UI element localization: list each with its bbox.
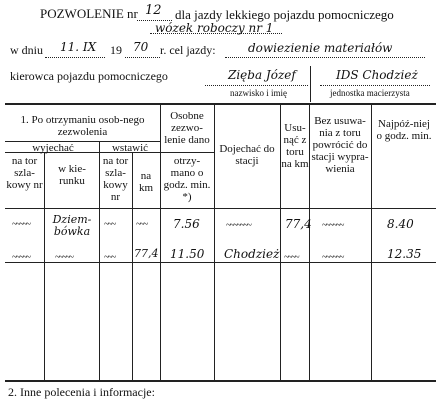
driver-label: kierowca pojazdu pomocniczego <box>10 69 168 83</box>
section1-header: 1. Po otrzymaniu osob-nego zezwolenia <box>20 114 145 138</box>
row2-dash-w-kierunku: ~~~~~ <box>55 252 73 263</box>
col-na-tor-header-1: na tor szla-kowy nr <box>6 155 43 191</box>
col-divider-1 <box>44 152 45 380</box>
driver-name: Zięba Józef <box>228 68 296 82</box>
year-field-line <box>125 57 160 58</box>
col-bez-header: Bez usuwa-nia z toru powrócić do stacji wypra-wienia <box>311 115 369 175</box>
row2-dash-na-tor-1: ~~~~~ <box>12 252 30 263</box>
row2-dojechac: Chodzież <box>224 247 280 261</box>
col-divider-5 <box>214 105 215 380</box>
col-dojechac-header: Dojechać do stacji <box>219 143 275 167</box>
date-prefix: w dniu <box>10 43 43 57</box>
row1-dash-bez: ~~~~~~ <box>322 220 343 231</box>
purpose-prefix: r. cel jazdy: <box>160 43 216 57</box>
col-na-tor-header-2: na tor szla-kowy nr <box>102 155 129 203</box>
col-w-kierunku-header: w kie-runku <box>58 163 86 187</box>
col-osobne-header-bottom: otrzy-mano o godz. min. *) <box>163 155 211 203</box>
driver-field-line <box>205 85 308 86</box>
col-divider-8 <box>371 105 372 380</box>
table-bottom-border <box>5 380 436 382</box>
title-prefix: POZWOLENIE nr <box>40 6 138 21</box>
row2-dash-usunac: ~~~~ <box>284 252 298 263</box>
row1-dash-dojechac: ~~~~~~~ <box>226 220 250 231</box>
row2-dash-na-tor-2: ~~~ <box>104 252 115 263</box>
vehicle-name: wózek roboczy nr 1 <box>155 21 274 35</box>
unit-caption: jednostka macierzysta <box>330 88 410 98</box>
header-divider <box>310 66 311 102</box>
date-field-line <box>45 57 105 58</box>
driver-caption: nazwisko i imię <box>230 88 287 98</box>
permit-number: 12 <box>145 3 162 18</box>
date-day-month: 11. IX <box>60 40 97 54</box>
col-divider-3 <box>132 152 133 380</box>
purpose-value: dowiezienie materiałów <box>248 41 393 55</box>
osobne-divider <box>160 152 214 153</box>
col-usunac-header: Usu-nąć z toru na km <box>281 122 309 170</box>
row1-dash-na-km: ~~~ <box>136 219 147 230</box>
col-divider-7 <box>309 105 310 380</box>
row1-usunac-km: 77,4 <box>285 217 312 231</box>
col-najpozniej-header: Najpóź-niej o godz. min. <box>376 118 432 142</box>
row1-osobne-time: 7.56 <box>173 217 200 231</box>
unit-field-line <box>320 85 430 86</box>
title-suffix: dla jazdy lekkiego pojazdu pomocniczego <box>175 7 394 22</box>
wstawic-header: wstawić <box>111 142 149 154</box>
year-value: 70 <box>133 40 149 54</box>
row1-w-kierunku: Dziem-bówka <box>52 213 92 238</box>
row2-dash-bez: ~~~~~~ <box>322 252 343 263</box>
unit-name: IDS Chodzież <box>336 68 418 82</box>
row1-dash-na-tor-2: ~~~ <box>104 219 115 230</box>
year-prefix: 19 <box>110 43 122 57</box>
row2-najpozniej: 12.35 <box>387 247 422 261</box>
other-instructions-label: 2. Inne polecenia i informacje: <box>8 385 155 399</box>
row1-dash-na-tor-1: ~~~~~ <box>12 219 30 230</box>
header-bottom-line <box>5 208 436 209</box>
col-divider-4 <box>160 105 161 380</box>
row2-osobne-time: 11.50 <box>170 247 205 261</box>
purpose-field-line <box>225 57 425 58</box>
row2-na-km: 77,4 <box>134 247 159 260</box>
col-na-km-header: na km <box>138 170 154 194</box>
row1-najpozniej: 8.40 <box>387 217 414 231</box>
wyjechac-header: wyjechać <box>32 142 74 154</box>
col-osobne-header-top: Osobne zezwo-lenie dano <box>164 110 210 146</box>
